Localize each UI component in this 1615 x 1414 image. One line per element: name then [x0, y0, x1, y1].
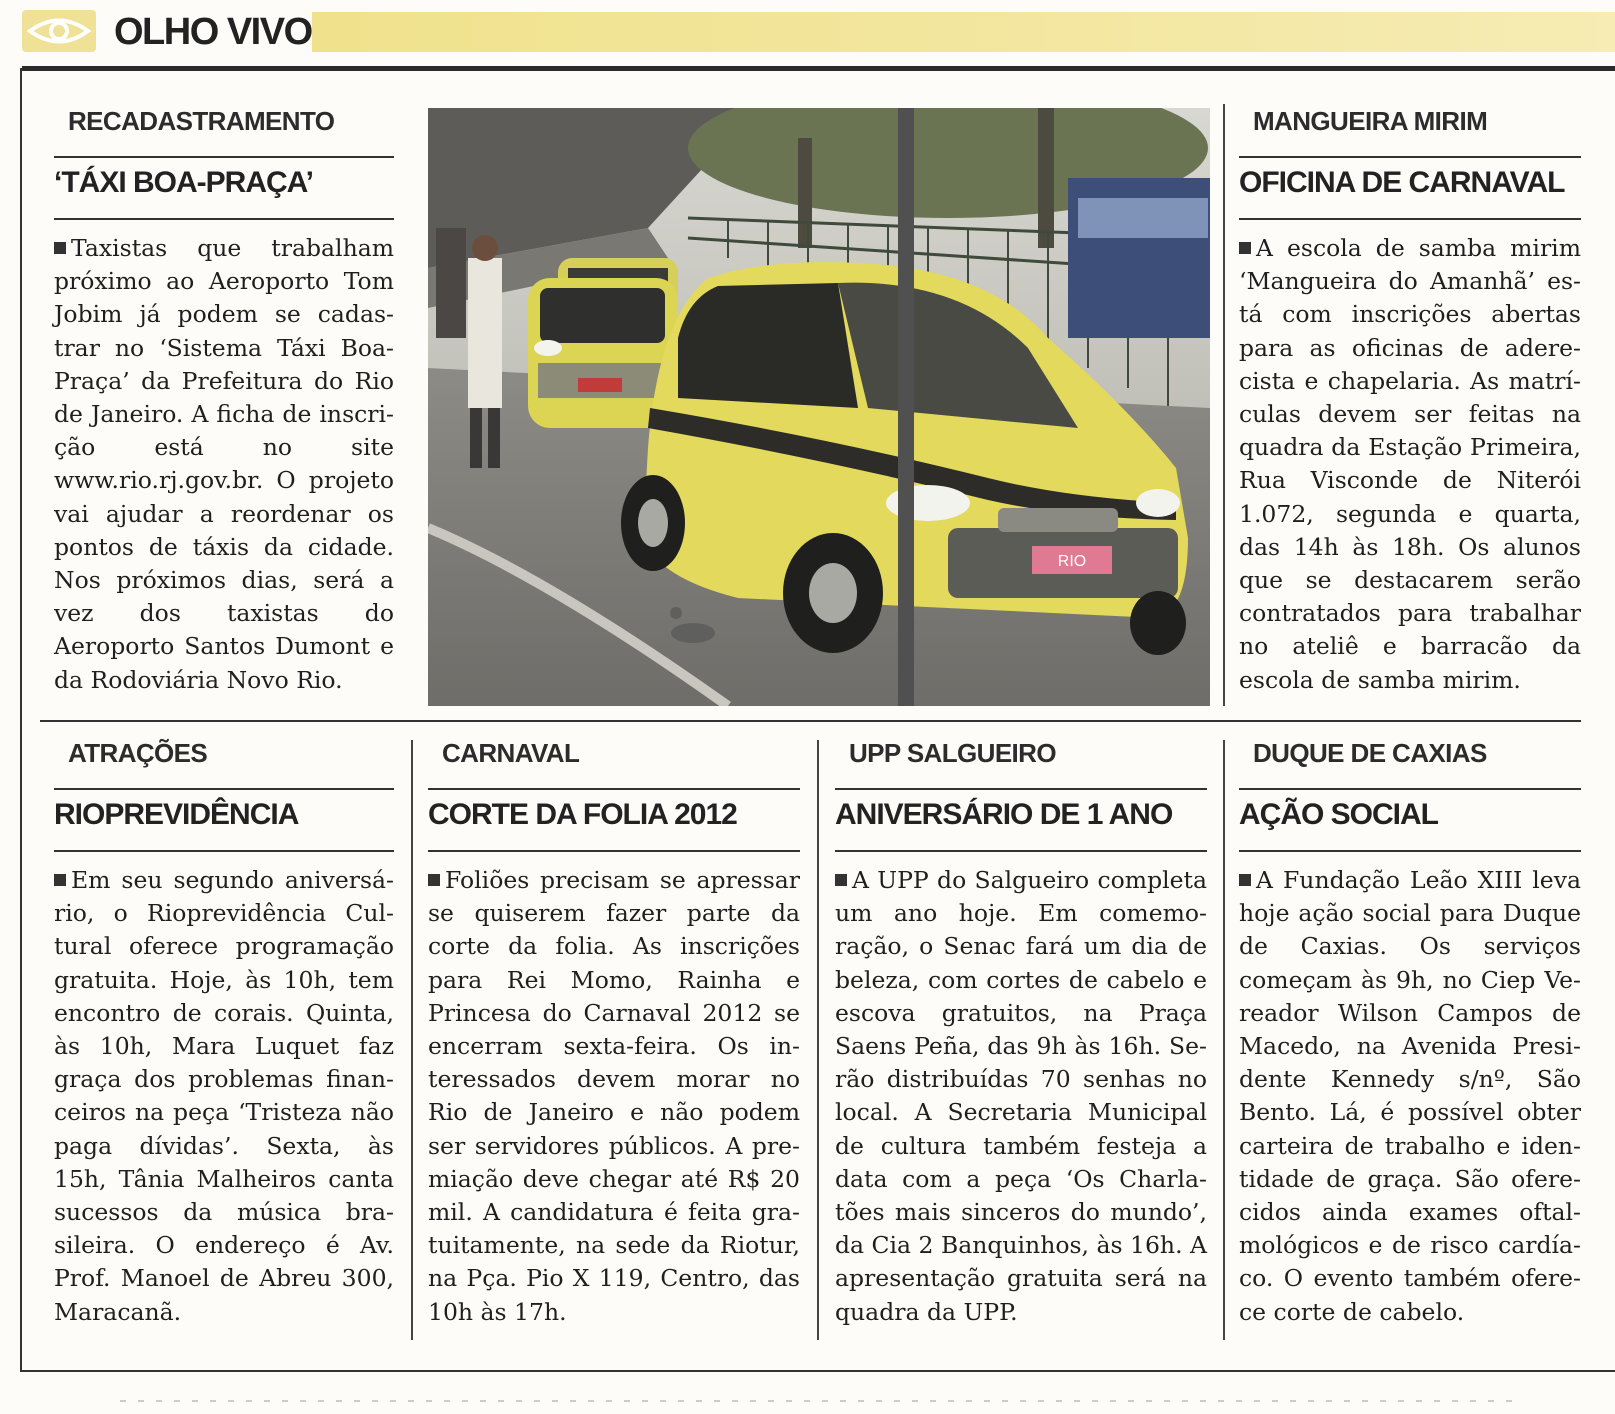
article-body-text: A UPP do Salgueiro completa um ano hoje. Em comemoração, o Senac fará um dia de beleza, com cortes de cabelo e escova gratuitos, na Praça Saens Peña, das 9h às 16h. Serão distribuídas 70 senhas no local. A Secretaria Municipal de cultura também festeja a data com a peça ‘Os Charlatões mais sinceros do mundo’, da Cia 2 Banquinhos, às 16h. A apresentação gratuita será na quadra da UPP.	[835, 866, 1207, 1326]
article-body	[428, 864, 800, 1329]
article-kicker: ATRAÇÕES	[68, 738, 208, 768]
article-headline: CORTE DA FOLIA 2012	[428, 798, 737, 831]
bullet-icon	[54, 242, 66, 254]
article-kicker: RECADASTRAMENTO	[68, 106, 335, 136]
article-recadastramento	[54, 106, 394, 706]
column-divider	[1223, 740, 1225, 1340]
article-kicker: DUQUE DE CAXIAS	[1253, 738, 1487, 768]
row-divider	[40, 720, 1581, 722]
article-body	[54, 232, 394, 697]
article-atracoes	[54, 738, 394, 1338]
headline-rule	[1239, 218, 1581, 220]
bullet-icon	[835, 874, 847, 886]
article-upp-salgueiro	[835, 738, 1207, 1338]
article-carnaval	[428, 738, 800, 1338]
masthead-band	[312, 12, 1615, 52]
article-body	[1239, 232, 1581, 697]
kicker-rule	[54, 156, 394, 158]
article-headline: OFICINA DE CARNAVAL	[1239, 166, 1565, 199]
scan-artifact	[120, 1400, 1520, 1402]
kicker-rule	[428, 788, 800, 790]
headline-rule	[428, 850, 800, 852]
kicker-rule	[1239, 788, 1581, 790]
article-headline: ‘TÁXI BOA-PRAÇA’	[54, 166, 314, 199]
article-body	[54, 864, 394, 1329]
column-divider	[817, 740, 819, 1340]
article-body-text: Foliões precisam se apressar se quiserem fazer parte da corte da folia. As inscrições para Rei Momo, Rainha e Princesa do Carnaval 2012 se encerram sexta-feira. Os interessados devem morar no Rio de Janeiro e não podem ser servidores públicos. A premiação deve chegar até R$ 20 mil. A candidatura é feita gratuitamente, na sede da Riotur, na Pça. Pio X 119, Centro, das 10h às 17h.	[428, 866, 800, 1326]
masthead	[22, 8, 1615, 56]
headline-rule	[835, 850, 1207, 852]
plate-text: RIO	[1057, 553, 1087, 570]
article-headline: RIOPREVIDÊNCIA	[54, 798, 299, 831]
article-body	[1239, 864, 1581, 1329]
bullet-icon	[54, 874, 66, 886]
taxi-photo	[428, 108, 1210, 706]
article-kicker: UPP SALGUEIRO	[849, 738, 1056, 768]
kicker-rule	[1239, 156, 1581, 158]
article-body-text: Taxistas que trabalham próximo ao Aeroporto Tom Jobim já podem se cadastrar no ‘Sistema Táxi Boa-Praça’ da Prefeitura do Rio de Janeiro. A ficha de inscrição está no site www.rio.rj.gov.br. O projeto vai ajudar a reordenar os pontos de táxis da cidade. Nos próximos dias, será a vez dos taxistas do Aeroporto Santos Dumont e da Rodoviária Novo Rio.	[54, 234, 394, 694]
column-divider	[411, 740, 413, 1340]
article-mangueira-mirim	[1239, 106, 1581, 706]
article-body-text: A Fundação Leão XIII leva hoje ação social para Duque de Caxias. Os serviços começam às 9h, no Ciep Vereador Wilson Campos de Macedo, na Avenida Presidente Kennedy s/nº, São Bento. Lá, é possível obter carteira de trabalho e identidade de graça. São oferecidos ainda exames oftalmológicos e de risco cardíaco. O evento também oferece corte de cabelo.	[1239, 866, 1581, 1326]
article-duque-de-caxias	[1239, 738, 1581, 1338]
section-title: OLHO VIVO	[114, 11, 312, 53]
bullet-icon	[1239, 242, 1251, 254]
bullet-icon	[428, 874, 440, 886]
article-headline: AÇÃO SOCIAL	[1239, 798, 1438, 831]
column-divider	[1223, 104, 1225, 706]
headline-rule	[54, 850, 394, 852]
article-kicker: CARNAVAL	[442, 738, 580, 768]
kicker-rule	[835, 788, 1207, 790]
headline-rule	[1239, 850, 1581, 852]
bullet-icon	[1239, 874, 1251, 886]
article-kicker: MANGUEIRA MIRIM	[1253, 106, 1488, 136]
kicker-rule	[54, 788, 394, 790]
eye-icon	[22, 10, 96, 52]
article-body	[835, 864, 1207, 1329]
headline-rule	[54, 218, 394, 220]
article-body-text: A escola de samba mirim ‘Mangueira do Amanhã’ está com inscrições abertas para as oficinas de aderecista e chapelaria. As matrículas devem ser feitas na quadra da Estação Primeira, Rua Visconde de Niterói 1.072, segunda e quarta, das 14h às 18h. Os alunos que se destacarem serão contratados para trabalhar no ateliê e barracão da escola de samba mirim.	[1239, 234, 1581, 694]
article-headline: ANIVERSÁRIO DE 1 ANO	[835, 798, 1173, 831]
article-body-text: Em seu segundo aniversário, o Rioprevidência Cultural oferece programação gratuita. Hoje, às 10h, tem encontro de corais. Quinta, às 10h, Mara Luquet faz graça dos problemas financeiros na peça ‘Tristeza não paga dívidas’. Sexta, às 15h, Tânia Malheiros canta sucessos da música brasileira. O endereço é Av. Prof. Manoel de Abreu 300, Maracanã.	[54, 866, 394, 1326]
